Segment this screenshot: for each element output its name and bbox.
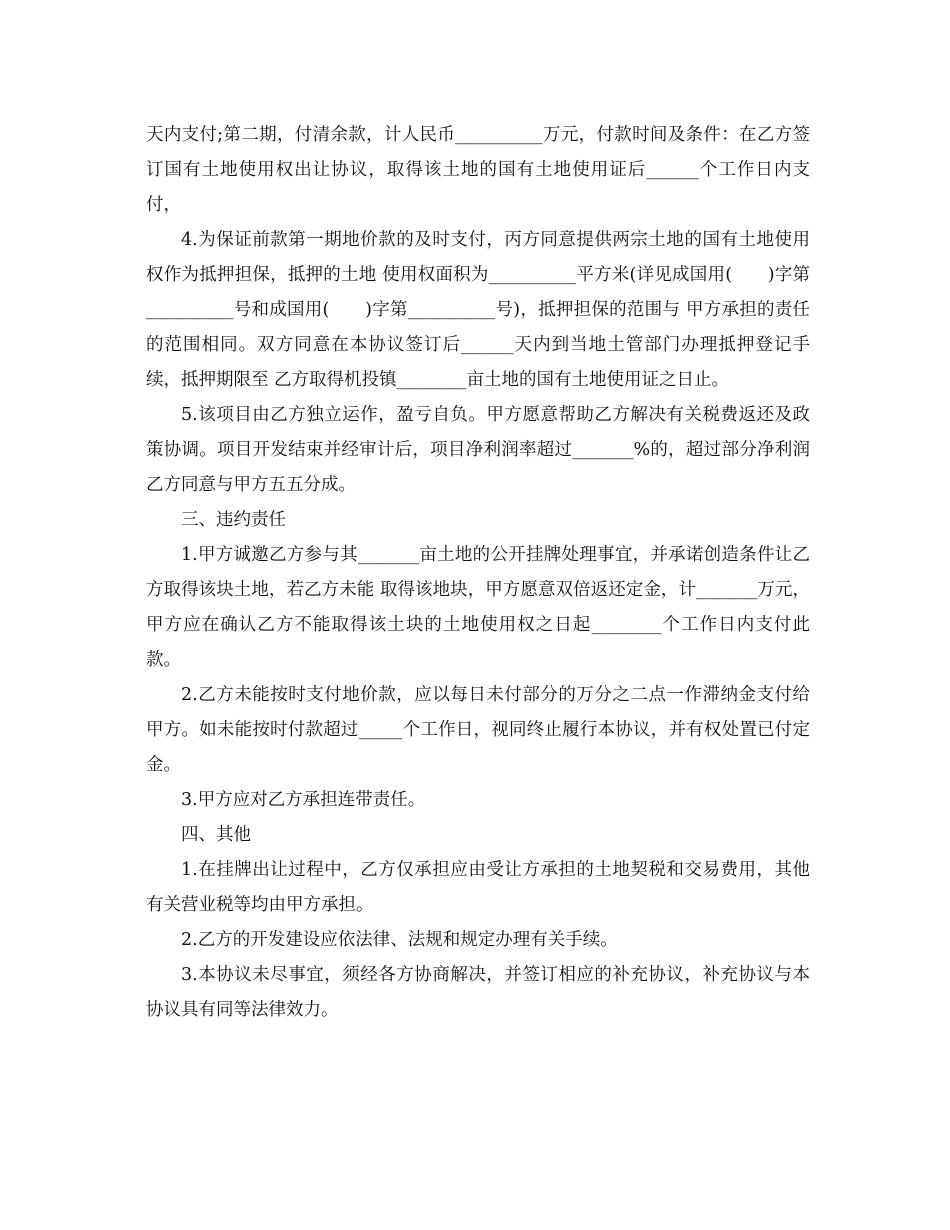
paragraph-payment-second-phase: 天内支付;第二期，付清余款，计人民币__________万元，付款时间及条件：在乙方签订国有土地使用权出让协议，取得该土地的国有土地使用证后______个工作日内支付， — [146, 125, 810, 215]
document-body — [146, 118, 810, 1028]
section-heading-other: 四、其他 — [181, 825, 251, 845]
paragraph-breach-3: 3.甲方应对乙方承担连带责任。 — [181, 790, 426, 810]
section-heading-breach: 三、违约责任 — [181, 510, 286, 530]
paragraph-other-3: 3.本协议未尽事宜，须经各方协商解决，并签订相应的补充协议，补充协议与本协议具有同等法律效力。 — [146, 965, 810, 1020]
paragraph-clause-4-mortgage: 4.为保证前款第一期地价款的及时支付，丙方同意提供两宗土地的国有土地使用权作为抵押担保，抵押的土地 使用权面积为__________平方米(详见成国用( )字第__________号和成国用( )字第__________号)，抵押担保的范围与 甲方承担的责任的范围相同。双方同意在本协议签订后______天内到当地土管部门办理抵押登记手续，抵押期限至 乙方取得机投镇________亩土地的国有土地使用证之日止。 — [146, 230, 810, 390]
paragraph-breach-2: 2.乙方未能按时支付地价款，应以每日未付部分的万分之二点一作滞纳金支付给甲方。如未能按时付款超过_____个工作日，视同终止履行本协议，并有权处置已付定金。 — [146, 685, 810, 775]
paragraph-clause-5-profit: 5.该项目由乙方独立运作，盈亏自负。甲方愿意帮助乙方解决有关税费返还及政策协调。项目开发结束并经审计后，项目净利润率超过_______%的，超过部分净利润乙方同意与甲方五五分成。 — [146, 405, 810, 495]
paragraph-breach-1: 1.甲方诚邀乙方参与其_______亩土地的公开挂牌处理事宜，并承诺创造条件让乙方取得该块土地，若乙方未能 取得该地块，甲方愿意双倍返还定金，计_______万元，甲方应在确认乙方不能取得该土块的土地使用权之日起________个工作日内支付此款。 — [146, 545, 810, 670]
paragraph-other-1: 1.在挂牌出让过程中，乙方仅承担应由受让方承担的土地契税和交易费用，其他有关营业税等均由甲方承担。 — [146, 860, 810, 915]
paragraph-other-2: 2.乙方的开发建设应依法律、法规和规定办理有关手续。 — [181, 930, 618, 950]
